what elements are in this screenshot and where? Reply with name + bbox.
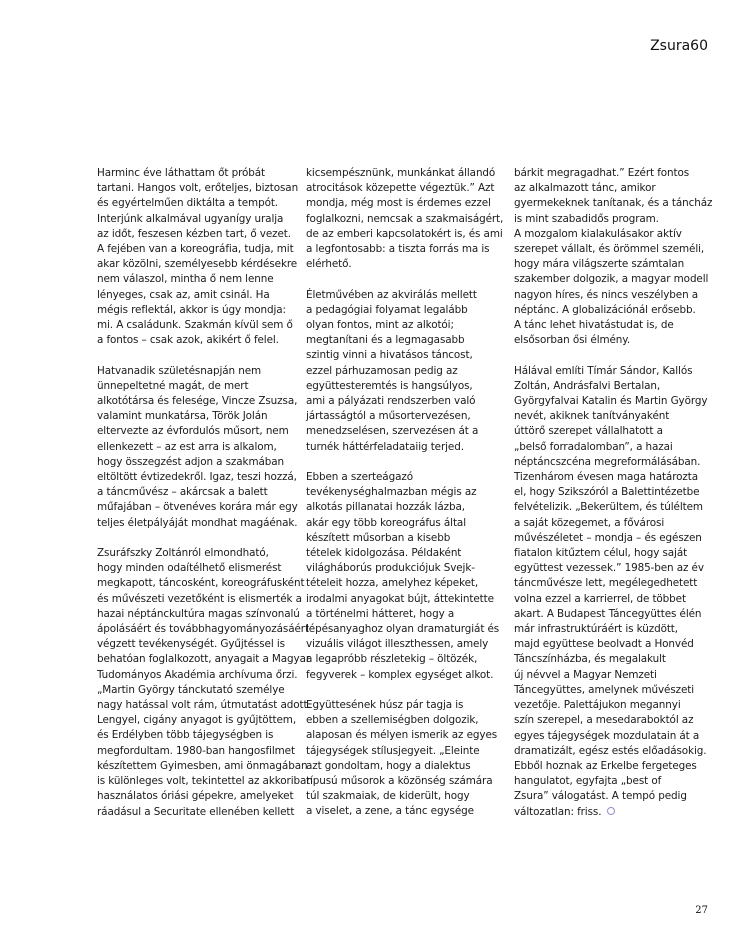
text-line: foglalkozni, nemcsak a szakmaiságért, <box>306 212 504 225</box>
text-line: tételek kidolgozása. Példaként <box>306 547 462 560</box>
text-line: bárkit megragadhat.” Ezért fontos <box>514 167 690 179</box>
text-line: megkapott, táncosként, koreográfusként <box>97 577 305 590</box>
text-line: tájegységek stílusjegyeit. „Eleinte <box>306 744 480 757</box>
text-line: alkotótársa és felesége, Vincze Zsuzsa, <box>97 395 298 408</box>
text-line: Hálával említi Tímár Sándor, Kallós <box>514 364 693 377</box>
text-line: Együttesének húsz pár tagja is <box>306 699 464 712</box>
text-line: ráadásul a Securitate ellenében kellett <box>97 805 295 818</box>
text-line: de az emberi kapcsolatokért is, és ami <box>306 227 503 240</box>
text-line: Tizenhárom évesen maga határozta <box>514 471 698 484</box>
text-line: tartani. Hangos volt, erőteljes, biztosan <box>97 182 299 195</box>
paragraph <box>97 546 313 820</box>
text-line: nem válaszol, mintha ő nem lenne <box>97 273 274 286</box>
text-line: Györgyfalvai Katalin és Martin György <box>514 395 708 408</box>
text-line: mi. A családunk. Szakmán kívül sem ő <box>97 319 293 332</box>
page-number: 27 <box>695 905 708 916</box>
text-line: a legfontosabb: a tiszta forrás ma is <box>306 243 490 256</box>
text-line: Harminc éve láthattam őt próbát <box>97 167 266 179</box>
text-line: gyermekeknek tanítanak, és a táncház <box>514 197 713 210</box>
text-line: hangulatot, egyfajta „best of <box>514 775 662 788</box>
text-line: egyes tájegységek mozdulatain át a <box>514 729 700 742</box>
end-of-article-circle-icon <box>607 807 615 815</box>
text-line: szerepet vállalt, és örömmel személi, <box>514 243 705 256</box>
text-line: Zoltán, Andrásfalvi Bertalan, <box>514 379 661 392</box>
text-line: művészéletet – mondja – és egészen <box>514 531 702 544</box>
text-line: vezetője. Palettájukon megannyi <box>514 699 681 712</box>
text-line: ünnepeltetné magát, de mert <box>97 379 249 392</box>
text-line: a viselet, a zene, a tánc egysége <box>306 805 474 818</box>
text-line: együttest vezessek.” 1985-ben az év <box>514 562 704 575</box>
text-line: ezzel párhuzamosan pedig az <box>306 364 458 377</box>
text-line: változatlan: friss. <box>514 805 714 820</box>
text-line: eltervezte az évfordulós műsort, nem <box>97 425 289 438</box>
text-line: a legapróbb részletekig – öltözék, <box>306 653 478 666</box>
text-line: olyan fontos, mint az alkotói; <box>306 319 454 332</box>
text-line: tevékenységhalmazban mégis az <box>306 486 477 499</box>
paragraph <box>306 166 504 272</box>
text-line: menedzselésen, szervezésen át a <box>306 425 479 438</box>
text-line: felvételizik. „Bekerültem, és túléltem <box>514 501 703 514</box>
text-line: Ebből hoznak az Erkelbe fergeteges <box>514 759 697 772</box>
text-line: szín szerepel, a mesedaraboktól az <box>514 714 694 727</box>
paragraph <box>514 166 714 348</box>
text-line: úttörő szerepet vállalhatott a <box>514 425 663 438</box>
text-line: fiatalon kitűztem célul, hogy saját <box>514 547 688 560</box>
text-line: ami a pályázati rendszerben való <box>306 395 476 408</box>
text-line: tételeit hozza, amelyhez képeket, <box>306 577 479 590</box>
text-line: a fontos – csak azok, akikért ő felel. <box>97 334 279 347</box>
text-line: szakember dolgozik, a magyar modell <box>514 273 709 286</box>
text-line: lépésanyaghoz olyan dramaturgiát és <box>306 623 500 636</box>
paragraph <box>97 364 299 531</box>
text-line: szintig vinni a hivatásos táncost, <box>306 349 473 362</box>
text-line: Lengyel, cigány anyagot is gyűjtöttem, <box>97 714 297 727</box>
text-line: „Martin György tánckutató személye <box>97 683 285 696</box>
text-line: kicsempésznünk, munkánkat állandó <box>306 167 496 179</box>
text-line: Életművében az akvirálás mellett <box>306 288 477 301</box>
text-line: teljes életpályáját mondhat magáénak. <box>97 516 298 529</box>
text-line: elsősorban ősi élmény. <box>514 334 631 347</box>
text-line: műfajában – ötvenéves korára már egy <box>97 501 298 514</box>
text-line: is különleges volt, tekintettel az akkoriban <box>97 775 313 788</box>
text-column-1 <box>97 166 313 820</box>
text-line: készítettem Gyimesben, ami önmagában <box>97 759 308 772</box>
text-line: együttesteremtés is hangsúlyos, <box>306 379 473 392</box>
text-line: hogy mára világszerte számtalan <box>514 258 685 271</box>
text-line: el, hogy Szikszóról a Balettintézetbe <box>514 486 700 499</box>
page-header-title: Zsura60 <box>650 38 708 54</box>
paragraph <box>97 166 299 348</box>
text-line: mondja, még most is érdemes ezzel <box>306 197 491 210</box>
text-line: a táncművész – akárcsak a balett <box>97 486 268 499</box>
text-line: alaposan és mélyen ismerik az egyes <box>306 729 498 742</box>
text-line: lényeges, csak az, amit csinál. Ha <box>97 288 270 301</box>
text-line: táncművésze lett, megélegedhetett <box>514 577 698 590</box>
text-line: majd együttese beolvadt a Honvéd <box>514 638 694 651</box>
text-line: vizuális világot illeszthessen, amely <box>306 638 489 651</box>
text-line: atrocitások közepette végeztük.” Azt <box>306 182 495 195</box>
text-line: irodalmi anyagokat bújt, áttekintette <box>306 592 494 605</box>
text-line: és Erdélyben több tájegységben is <box>97 729 274 742</box>
text-line: túl szakmaiak, de kiderült, hogy <box>306 790 470 803</box>
text-line: nevét, akiknek tanítványaként <box>514 410 670 423</box>
text-line: hazai néptánckultúra magas színvonalú <box>97 607 300 620</box>
text-line: valamint munkatársa, Török Jolán <box>97 410 268 423</box>
text-line: akart. A Budapest Táncegyüttes élén <box>514 607 702 620</box>
text-line: alkotás pillanatai hozzák lázba, <box>306 501 465 514</box>
text-line: akar közölni, személyesebb kérdésekre <box>97 258 298 271</box>
text-line: fegyverek – komplex egységet alkot. <box>306 668 494 681</box>
text-line: Zsura” válogatást. A tempó pedig <box>514 790 687 803</box>
text-line: volna ezzel a karrierrel, de többet <box>514 592 686 605</box>
text-line: ellenkezett – az est arra is alkalom, <box>97 440 277 453</box>
text-line: Ebben a szerteágazó <box>306 471 413 484</box>
text-line: és egyértelműen diktálta a tempót. <box>97 197 279 210</box>
text-line: elérhető. <box>306 258 352 271</box>
text-line: használatos óriási gépekre, amelyeket <box>97 790 294 803</box>
text-line: a pedagógiai folyamat legalább <box>306 303 468 316</box>
text-line: hogy minden odaítélhető elismerést <box>97 562 282 575</box>
text-line: Interjúnk alkalmával ugyanígy uralja <box>97 212 284 225</box>
text-line: A fejében van a koreográfia, tudja, mit <box>97 243 294 256</box>
text-line: megtanítani és a legmagasabb <box>306 334 465 347</box>
text-line: turnék háttérfeladataiig terjed. <box>306 440 464 453</box>
text-column-3 <box>514 166 714 820</box>
text-line: akár egy több koreográfus által <box>306 516 466 529</box>
text-line: dramatizált, egész estés előadásokig. <box>514 744 707 757</box>
text-line: már infrastruktúráért is küzdött, <box>514 623 678 636</box>
text-line: A tánc lehet hivatástudat is, de <box>514 319 674 332</box>
text-line: Táncegyüttes, amelynek művészeti <box>514 683 695 696</box>
text-line: világháborús produkciójuk Svejk- <box>306 562 475 575</box>
text-line: mégis reflektál, akkor is úgy mondja: <box>97 303 286 316</box>
text-line: típusú műsorok a közönség számára <box>306 775 493 788</box>
text-line: nagyon híres, és nincs veszélyben a <box>514 288 699 301</box>
text-line: Zsuráfszky Zoltánról elmondható, <box>97 547 269 560</box>
paragraph <box>306 288 504 455</box>
text-line: néptáncszcéna megreformálásában. <box>514 455 701 468</box>
text-line: Hatvanadik születésnapján nem <box>97 364 262 377</box>
paragraph <box>306 698 504 820</box>
text-line: új névvel a Magyar Nemzeti <box>514 668 657 681</box>
text-column-2 <box>306 166 504 820</box>
text-line: azt gondoltam, hogy a dialektus <box>306 759 471 772</box>
text-line: hogy összegzést adjon a szakmában <box>97 455 285 468</box>
text-line: a saját közegemet, a fővárosi <box>514 516 665 529</box>
text-line: Tudományos Akadémia archívuma őrzi. <box>97 668 298 681</box>
text-line: is mint szabadidős program. <box>514 212 659 225</box>
text-line: és művészeti vezetőként is elismerték a <box>97 592 302 605</box>
text-line: az időt, feszesen kézben tart, ő vezet. <box>97 227 291 240</box>
text-line: ebben a szellemiségben dolgozik, <box>306 714 479 727</box>
text-line: jártasságtól a műsortervezésen, <box>306 410 471 423</box>
text-line: A mozgalom kialakulásakor aktív <box>514 227 682 240</box>
text-line: „belső forradalomban”, a hazai <box>514 440 673 453</box>
text-line: megfordultam. 1980-ban hangosfilmet <box>97 744 295 757</box>
text-line: készített műsorban a kisebb <box>306 531 451 544</box>
text-line: behatóan foglalkozott, anyagait a Magyar <box>97 653 311 666</box>
text-line: az alkalmazott tánc, amikor <box>514 182 656 195</box>
paragraph <box>514 364 714 820</box>
text-line: ápolásáért és továbbhagyományozásáért <box>97 623 309 636</box>
text-line: néptánc. A globalizációnál erősebb. <box>514 303 696 316</box>
text-line: végzett tevékenységét. Gyűjtéssel is <box>97 638 285 651</box>
paragraph <box>306 470 504 683</box>
text-line: eltöltött évtizedekről. Igaz, teszi hozzá, <box>97 471 297 484</box>
text-line: nagy hatással volt rám, útmutatást adott. <box>97 699 311 712</box>
text-line: a történelmi hátteret, hogy a <box>306 607 455 620</box>
text-line: Táncszínházba, és megalakult <box>514 653 666 666</box>
